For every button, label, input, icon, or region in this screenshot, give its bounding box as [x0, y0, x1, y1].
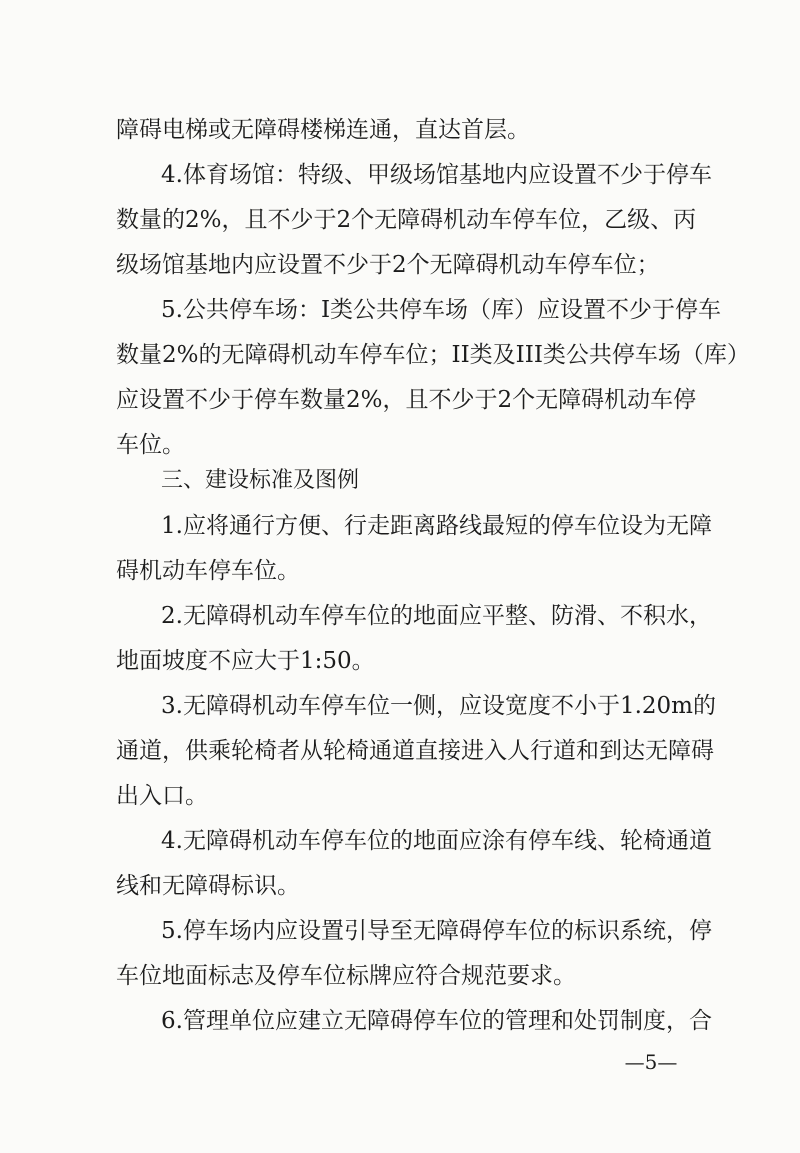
text-line: 4.无障碍机动车停车位的地面应涂有停车线、轮椅通道 [161, 828, 712, 854]
text-line: 碍机动车停车位。 [116, 558, 300, 584]
text-line: 级场馆基地内应设置不少于2个无障碍机动车停车位； [116, 252, 660, 278]
text-line: 障碍电梯或无障碍楼梯连通，直达首层。 [116, 117, 530, 143]
text-line: 车位。 [116, 432, 185, 458]
text-line: 数量2%的无障碍机动车停车位；II类及III类公共停车场（库） [116, 342, 750, 368]
text-line: 出入口。 [116, 783, 208, 809]
text-line: 线和无障碍标识。 [116, 873, 300, 899]
text-line: 1.应将通行方便、行走距离路线最短的停车位设为无障 [161, 513, 712, 539]
text-line: 应设置不少于停车数量2%，且不少于2个无障碍机动车停 [116, 387, 697, 413]
text-line: 3.无障碍机动车停车位一侧，应设宽度不小于1.20m的 [161, 693, 716, 719]
text-line: 数量的2%，且不少于2个无障碍机动车停车位，乙级、丙 [116, 207, 697, 233]
text-line: 5.公共停车场：I类公共停车场（库）应设置不少于停车 [161, 297, 722, 323]
text-line: 2.无障碍机动车停车位的地面应平整、防滑、不积水， [161, 603, 712, 629]
text-line: 6.管理单位应建立无障碍停车位的管理和处罚制度，合 [161, 1008, 712, 1034]
text-line: 通道，供乘轮椅者从轮椅通道直接进入人行道和到达无障碍 [116, 738, 714, 764]
section-heading: 三、建设标准及图例 [161, 468, 360, 493]
text-line: 5.停车场内应设置引导至无障碍停车位的标识系统，停 [161, 918, 712, 944]
text-line: 4.体育场馆：特级、甲级场馆基地内应设置不少于停车 [161, 162, 712, 188]
page-number: —5— [624, 1050, 678, 1074]
text-line: 车位地面标志及停车位标牌应符合规范要求。 [116, 963, 576, 989]
text-line: 地面坡度不应大于1:50。 [116, 648, 375, 674]
